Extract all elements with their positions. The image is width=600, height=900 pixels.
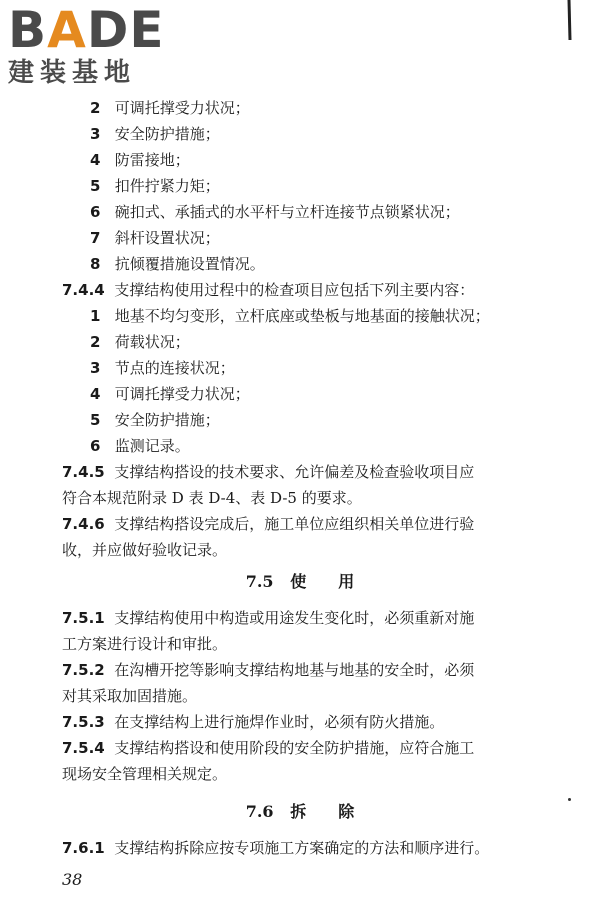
clause-line: 7.4.5 支撑结构搭设的技术要求、允许偏差及检查验收项目应 — [62, 463, 475, 481]
list-item: 8 抗倾覆措施设置情况。 — [90, 255, 265, 273]
clause-line: 7.4.6 支撑结构搭设完成后，施工单位应组织相关单位进行验 — [62, 515, 475, 533]
list-item: 6 监测记录。 — [90, 437, 190, 455]
list-item: 7 斜杆设置状况； — [90, 229, 220, 247]
clause-line: 7.6.1 支撑结构拆除应按专项施工方案确定的方法和顺序进行。 — [62, 839, 490, 857]
logo-wordmark: BADE — [8, 1, 165, 59]
list-item: 4 可调托撑受力状况； — [90, 385, 250, 403]
bade-logo — [8, 1, 178, 88]
list-item: 5 安全防护措施； — [90, 411, 220, 429]
page-number: 38 — [62, 870, 83, 889]
list-item: 4 防雷接地； — [90, 151, 190, 169]
clause-line: 7.5.1 支撑结构使用中构造或用途发生变化时，必须重新对施 — [62, 609, 475, 627]
clause-continuation: 对其采取加固措施。 — [62, 687, 198, 705]
clause-continuation: 工方案进行设计和审批。 — [62, 635, 228, 653]
clause-continuation: 现场安全管理相关规定。 — [62, 765, 228, 783]
clause-line: 7.5.2 在沟槽开挖等影响支撑结构地基与地基的安全时，必须 — [62, 661, 475, 679]
list-item: 5 扣件拧紧力矩； — [90, 177, 220, 195]
list-item: 3 节点的连接状况； — [90, 359, 235, 377]
list-item: 6 碗扣式、承插式的水平杆与立杆连接节点锁紧状况； — [90, 203, 460, 221]
clause-line: 7.4.4 支撑结构使用过程中的检查项目应包括下列主要内容： — [62, 281, 475, 299]
list-item: 2 可调托撑受力状况； — [90, 99, 250, 117]
logo-subtitle: 建装基地 — [8, 58, 137, 88]
clause-line: 7.5.3 在支撑结构上进行施焊作业时，必须有防火措施。 — [62, 713, 445, 731]
list-item: 1 地基不均匀变形，立杆底座或垫板与地基面的接触状况； — [90, 307, 490, 325]
clause-continuation: 收，并应做好验收记录。 — [62, 541, 228, 559]
section-heading: 7.5 使 用 — [245, 572, 355, 591]
list-item: 3 安全防护措施； — [90, 125, 220, 143]
list-item: 2 荷载状况； — [90, 333, 190, 351]
section-heading: 7.6 拆 除 — [245, 802, 355, 821]
clause-continuation: 符合本规范附录 D 表 D-4、表 D-5 的要求。 — [62, 489, 362, 507]
clause-line: 7.5.4 支撑结构搭设和使用阶段的安全防护措施，应符合施工 — [62, 739, 475, 757]
scan-mark — [566, 0, 572, 40]
scan-speck — [568, 798, 571, 801]
